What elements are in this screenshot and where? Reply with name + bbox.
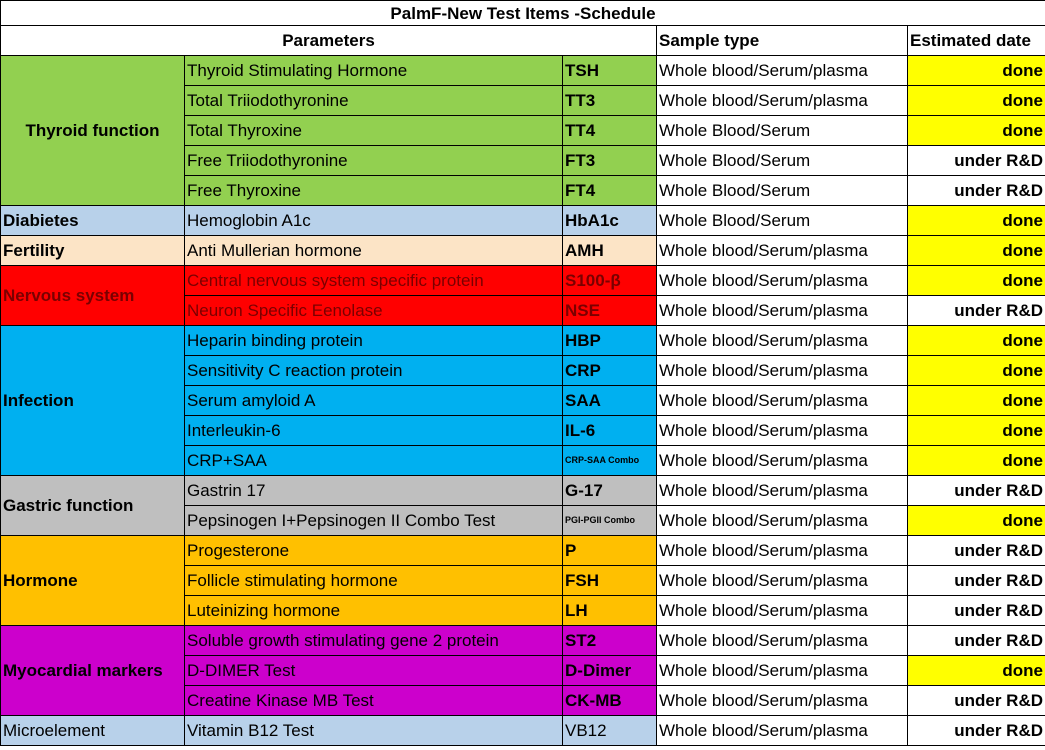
abbreviation-cell: LH bbox=[563, 596, 657, 626]
header-sample-type: Sample type bbox=[657, 26, 908, 56]
header-parameters: Parameters bbox=[1, 26, 657, 56]
table-row bbox=[1, 716, 1045, 746]
table-row bbox=[1, 266, 1045, 296]
table-row bbox=[1, 206, 1045, 236]
table-row bbox=[1, 626, 1045, 656]
status-cell: done bbox=[908, 356, 1045, 386]
status-cell: under R&D bbox=[908, 716, 1045, 746]
status-cell: done bbox=[908, 446, 1045, 476]
abbreviation-cell: S100-β bbox=[563, 266, 657, 296]
sample-type-cell: Whole blood/Serum/plasma bbox=[657, 626, 908, 656]
sample-type-cell: Whole Blood/Serum bbox=[657, 116, 908, 146]
abbreviation-cell: CK-MB bbox=[563, 686, 657, 716]
status-cell: under R&D bbox=[908, 566, 1045, 596]
parameter-cell: Free Thyroxine bbox=[185, 176, 563, 206]
status-cell: done bbox=[908, 416, 1045, 446]
group-label: Fertility bbox=[1, 236, 185, 266]
sample-type-cell: Whole blood/Serum/plasma bbox=[657, 536, 908, 566]
abbreviation-cell: IL-6 bbox=[563, 416, 657, 446]
parameter-cell: Anti Mullerian hormone bbox=[185, 236, 563, 266]
header-estimated-date: Estimated date bbox=[908, 26, 1045, 56]
abbreviation-cell: FSH bbox=[563, 566, 657, 596]
status-cell: done bbox=[908, 386, 1045, 416]
parameter-cell: Creatine Kinase MB Test bbox=[185, 686, 563, 716]
abbreviation-cell: FT4 bbox=[563, 176, 657, 206]
abbreviation-cell: HBP bbox=[563, 326, 657, 356]
status-cell: done bbox=[908, 236, 1045, 266]
title-row bbox=[1, 1, 1045, 26]
status-cell: done bbox=[908, 266, 1045, 296]
sheet-title: PalmF-New Test Items -Schedule bbox=[1, 1, 1045, 26]
group-label: Nervous system bbox=[1, 266, 185, 326]
abbreviation-cell: CRP bbox=[563, 356, 657, 386]
abbreviation-cell: HbA1c bbox=[563, 206, 657, 236]
parameter-cell: Sensitivity C reaction protein bbox=[185, 356, 563, 386]
group-label: Diabietes bbox=[1, 206, 185, 236]
status-cell: done bbox=[908, 86, 1045, 116]
table-row bbox=[1, 476, 1045, 506]
group-label: Hormone bbox=[1, 536, 185, 626]
sample-type-cell: Whole blood/Serum/plasma bbox=[657, 686, 908, 716]
status-cell: done bbox=[908, 326, 1045, 356]
abbreviation-cell: G-17 bbox=[563, 476, 657, 506]
parameter-cell: Interleukin-6 bbox=[185, 416, 563, 446]
parameter-cell: Neuron Specific Eenolase bbox=[185, 296, 563, 326]
table-row bbox=[1, 326, 1045, 356]
parameter-cell: Hemoglobin A1c bbox=[185, 206, 563, 236]
status-cell: under R&D bbox=[908, 296, 1045, 326]
status-cell: done bbox=[908, 56, 1045, 86]
sample-type-cell: Whole blood/Serum/plasma bbox=[657, 236, 908, 266]
sample-type-cell: Whole blood/Serum/plasma bbox=[657, 446, 908, 476]
group-label: Gastric function bbox=[1, 476, 185, 536]
sample-type-cell: Whole blood/Serum/plasma bbox=[657, 386, 908, 416]
parameter-cell: Soluble growth stimulating gene 2 protein bbox=[185, 626, 563, 656]
sample-type-cell: Whole blood/Serum/plasma bbox=[657, 716, 908, 746]
status-cell: under R&D bbox=[908, 626, 1045, 656]
table-row bbox=[1, 536, 1045, 566]
parameter-cell: Total Triiodothyronine bbox=[185, 86, 563, 116]
sample-type-cell: Whole blood/Serum/plasma bbox=[657, 416, 908, 446]
group-label: Microelement bbox=[1, 716, 185, 746]
group-label: Infection bbox=[1, 326, 185, 476]
parameter-cell: Follicle stimulating hormone bbox=[185, 566, 563, 596]
abbreviation-cell: TSH bbox=[563, 56, 657, 86]
abbreviation-cell: TT3 bbox=[563, 86, 657, 116]
sample-type-cell: Whole blood/Serum/plasma bbox=[657, 566, 908, 596]
status-cell: under R&D bbox=[908, 596, 1045, 626]
status-cell: under R&D bbox=[908, 536, 1045, 566]
abbreviation-cell: NSE bbox=[563, 296, 657, 326]
status-cell: done bbox=[908, 656, 1045, 686]
parameter-cell: Free Triiodothyronine bbox=[185, 146, 563, 176]
group-label: Thyroid function bbox=[1, 56, 185, 206]
sample-type-cell: Whole blood/Serum/plasma bbox=[657, 476, 908, 506]
abbreviation-cell: D-Dimer bbox=[563, 656, 657, 686]
parameter-cell: CRP+SAA bbox=[185, 446, 563, 476]
sample-type-cell: Whole blood/Serum/plasma bbox=[657, 296, 908, 326]
parameter-cell: Total Thyroxine bbox=[185, 116, 563, 146]
status-cell: under R&D bbox=[908, 686, 1045, 716]
abbreviation-cell: VB12 bbox=[563, 716, 657, 746]
parameter-cell: Central nervous system specific protein bbox=[185, 266, 563, 296]
abbreviation-cell: ST2 bbox=[563, 626, 657, 656]
sample-type-cell: Whole Blood/Serum bbox=[657, 206, 908, 236]
sample-type-cell: Whole blood/Serum/plasma bbox=[657, 506, 908, 536]
sample-type-cell: Whole blood/Serum/plasma bbox=[657, 86, 908, 116]
sample-type-cell: Whole blood/Serum/plasma bbox=[657, 56, 908, 86]
abbreviation-cell: SAA bbox=[563, 386, 657, 416]
abbreviation-cell: PGI-PGII Combo bbox=[563, 506, 657, 536]
status-cell: under R&D bbox=[908, 476, 1045, 506]
status-cell: under R&D bbox=[908, 176, 1045, 206]
parameter-cell: Serum amyloid A bbox=[185, 386, 563, 416]
status-cell: done bbox=[908, 116, 1045, 146]
abbreviation-cell: CRP-SAA Combo bbox=[563, 446, 657, 476]
parameter-cell: Thyroid Stimulating Hormone bbox=[185, 56, 563, 86]
abbreviation-cell: AMH bbox=[563, 236, 657, 266]
sample-type-cell: Whole blood/Serum/plasma bbox=[657, 326, 908, 356]
abbreviation-cell: TT4 bbox=[563, 116, 657, 146]
parameter-cell: Gastrin 17 bbox=[185, 476, 563, 506]
parameter-cell: Pepsinogen I+Pepsinogen II Combo Test bbox=[185, 506, 563, 536]
parameter-cell: Vitamin B12 Test bbox=[185, 716, 563, 746]
abbreviation-cell: P bbox=[563, 536, 657, 566]
parameter-cell: D-DIMER Test bbox=[185, 656, 563, 686]
header-row bbox=[1, 26, 1045, 56]
table-row bbox=[1, 56, 1045, 86]
parameter-cell: Progesterone bbox=[185, 536, 563, 566]
sample-type-cell: Whole blood/Serum/plasma bbox=[657, 266, 908, 296]
status-cell: under R&D bbox=[908, 146, 1045, 176]
table-row bbox=[1, 236, 1045, 266]
sample-type-cell: Whole Blood/Serum bbox=[657, 146, 908, 176]
sample-type-cell: Whole blood/Serum/plasma bbox=[657, 656, 908, 686]
status-cell: done bbox=[908, 206, 1045, 236]
parameter-cell: Heparin binding protein bbox=[185, 326, 563, 356]
abbreviation-cell: FT3 bbox=[563, 146, 657, 176]
sample-type-cell: Whole blood/Serum/plasma bbox=[657, 356, 908, 386]
status-cell: done bbox=[908, 506, 1045, 536]
group-label: Myocardial markers bbox=[1, 626, 185, 716]
sample-type-cell: Whole blood/Serum/plasma bbox=[657, 596, 908, 626]
sample-type-cell: Whole Blood/Serum bbox=[657, 176, 908, 206]
parameter-cell: Luteinizing hormone bbox=[185, 596, 563, 626]
